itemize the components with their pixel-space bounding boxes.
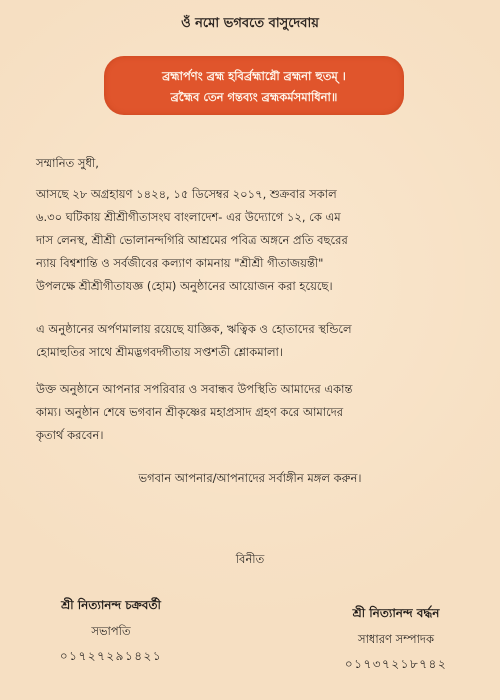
paragraph-line: উক্ত অনুষ্ঠানে আপনার সপরিবার ও সবান্ধব উপস্থিতি আমাদের একান্ত [36, 382, 353, 396]
paragraph-line: কাম্য। অনুষ্ঠান শেষে ভগবান শ্রীকৃষ্ণের মহাপ্রসাদ গ্রহণ করে আমাদের [36, 405, 344, 419]
signatory-name: শ্রী নিত্যানন্দ বর্দ্ধন [352, 606, 440, 620]
signatory-phone: ০১৭২৭২৯১৪২১ [59, 649, 163, 663]
sanskrit-verse-banner [104, 56, 404, 115]
signatory-president [46, 597, 176, 668]
paragraph-event-details [36, 183, 468, 298]
paragraph-offering [36, 318, 468, 364]
paragraph-line: ৬.৩০ ঘটিকায় শ্রীশ্রীগীতাসংঘ বাংলাদেশ- এর উদ্যোগে ১২, কে এম [36, 210, 341, 224]
paragraph-invitation [36, 378, 468, 447]
paragraph-line: হোমাহুতির সাথে শ্রীমদ্ভগবদ্গীতায় সপ্তশতী শ্লোকমালা। [36, 345, 283, 359]
paragraph-line: উপলক্ষে শ্রীশ্রীগীতাযজ্ঞ (হোম) অনুষ্ঠানের আয়োজন করা হয়েছে। [36, 279, 333, 293]
closing-word: বিনীত [235, 552, 265, 566]
signatory-phone: ০১৭৩৭২১৮৭৪২ [344, 657, 448, 671]
invocation-heading: ওঁ নমো ভগবতে বাসুদেবায় [181, 16, 319, 31]
signatory-secretary [326, 605, 466, 676]
paragraph-line: দাস লেনস্থ, শ্রীশ্রী ভোলানন্দগিরি আশ্রমের পবিত্র অঙ্গনে প্রতি বছরের [36, 233, 348, 247]
paragraph-line: আসছে ২৮ অগ্রহায়ণ ১৪২৪, ১৫ ডিসেম্বর ২০১৭, শুক্রবার সকাল [36, 187, 337, 201]
blessing-line: ভগবান আপনার/আপনাদের সর্বাঙ্গীন মঙ্গল করুন। [138, 471, 362, 485]
paragraph-line: কৃতার্থ করবেন। [36, 428, 104, 442]
paragraph-line: এ অনুষ্ঠানের অর্পণমালায় রয়েছে যাজ্ঞিক, ঋত্বিক ও হোতাদের স্থন্ডিলে [36, 322, 352, 336]
salutation: সম্মানিত সুধী, [36, 156, 99, 170]
signatory-name: শ্রী নিত্যানন্দ চক্রবর্তী [61, 598, 161, 612]
signatory-title: সভাপতি [91, 624, 131, 638]
paragraph-line: ন্যায় বিশ্বশান্তি ও সর্বজীবের কল্যাণ কামনায় "শ্রীশ্রী গীতাজয়ন্তী" [36, 256, 324, 270]
signatory-title: সাধারণ সম্পাদক [358, 632, 434, 646]
verse-line-1: ব্রহ্মার্পণং ব্রহ্ম হবির্ব্রহ্মাগ্নৌ ব্রহ্মনা হুতম্ । [162, 69, 346, 83]
verse-line-2: ব্রহ্মৈব তেন গন্তব্যং ব্রহ্মকর্মসমাধিনা॥ [170, 90, 338, 104]
